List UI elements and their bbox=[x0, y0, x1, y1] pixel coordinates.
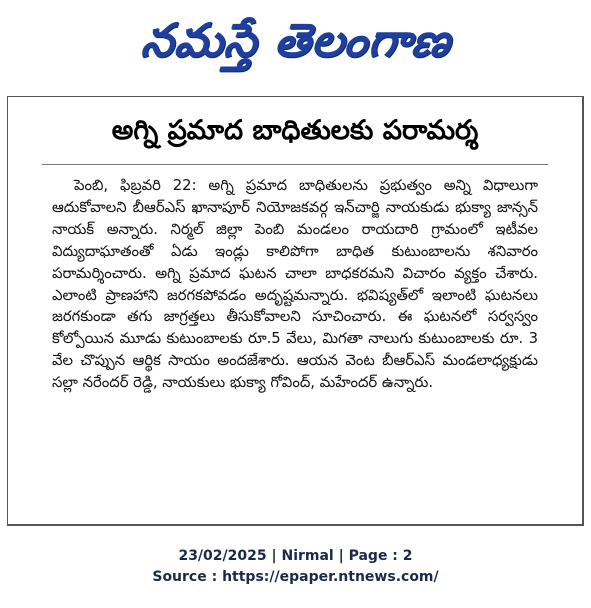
article-headline: అగ్ని ప్రమాద బాధితులకు పరామర్శ bbox=[111, 115, 479, 146]
newspaper-logo: నమస్తే తెలంగాణ bbox=[138, 13, 454, 67]
headline-divider bbox=[42, 164, 548, 165]
source-link[interactable]: Source : https://epaper.ntnews.com/ bbox=[152, 569, 439, 585]
news-clipping bbox=[7, 96, 584, 526]
masthead bbox=[0, 0, 591, 92]
article-body: పెంబి, ఫిబ్రవరి 22: అగ్ని ప్రమాద బాధితులను ప్రభుత్వం అన్ని విధాలుగా ఆదుకోవాలని బీఆర్ఎస్ ఖానాపూర్ నియోజకవర్గ ఇన్‌చార్జి నాయకుడు భుక్యా జాన్సన్ నాయక్ అన్నారు. నిర్మల్ జిల్లా పెంబి మండలం రాయదారి గ్రామంలో ఇటీవల విద్యుదాఘాతంతో ఏడు ఇండ్లు కాలిపోగా బాధిత కుటుంబాలను శనివారం పరామర్శించారు. అగ్ని ప్రమాద ఘటన చాలా బాధకరమని విచారం వ్యక్తం చేశారు. ఎలాంటి ప్రాణహాని జరగకపోవడం అదృష్టమన్నారు. భవిష్యత్‌లో ఇలాంటి ఘటనలు జరగకుండా తగు జాగ్రత్తలు తీసుకోవాలని సూచించారు. ఈ ఘటనలో సర్వస్వం కోల్పోయిన మూడు కుటుంబాలకు రూ.5 వేలు, మిగతా నాలుగు కుటుంబాలకు రూ. 3 వేల చొప్పున ఆర్థిక సాయం అందజేశారు. ఆయన వెంట బీఆర్ఎస్ మండలాధ్యక్షుడు సల్లా నరేందర్ రెడ్డి, నాయకులు భుక్యా గోవింద్, మహేందర్ ఉన్నారు. bbox=[52, 177, 538, 392]
publication-meta: 23/02/2025 | Nirmal | Page : 2 bbox=[178, 548, 413, 564]
